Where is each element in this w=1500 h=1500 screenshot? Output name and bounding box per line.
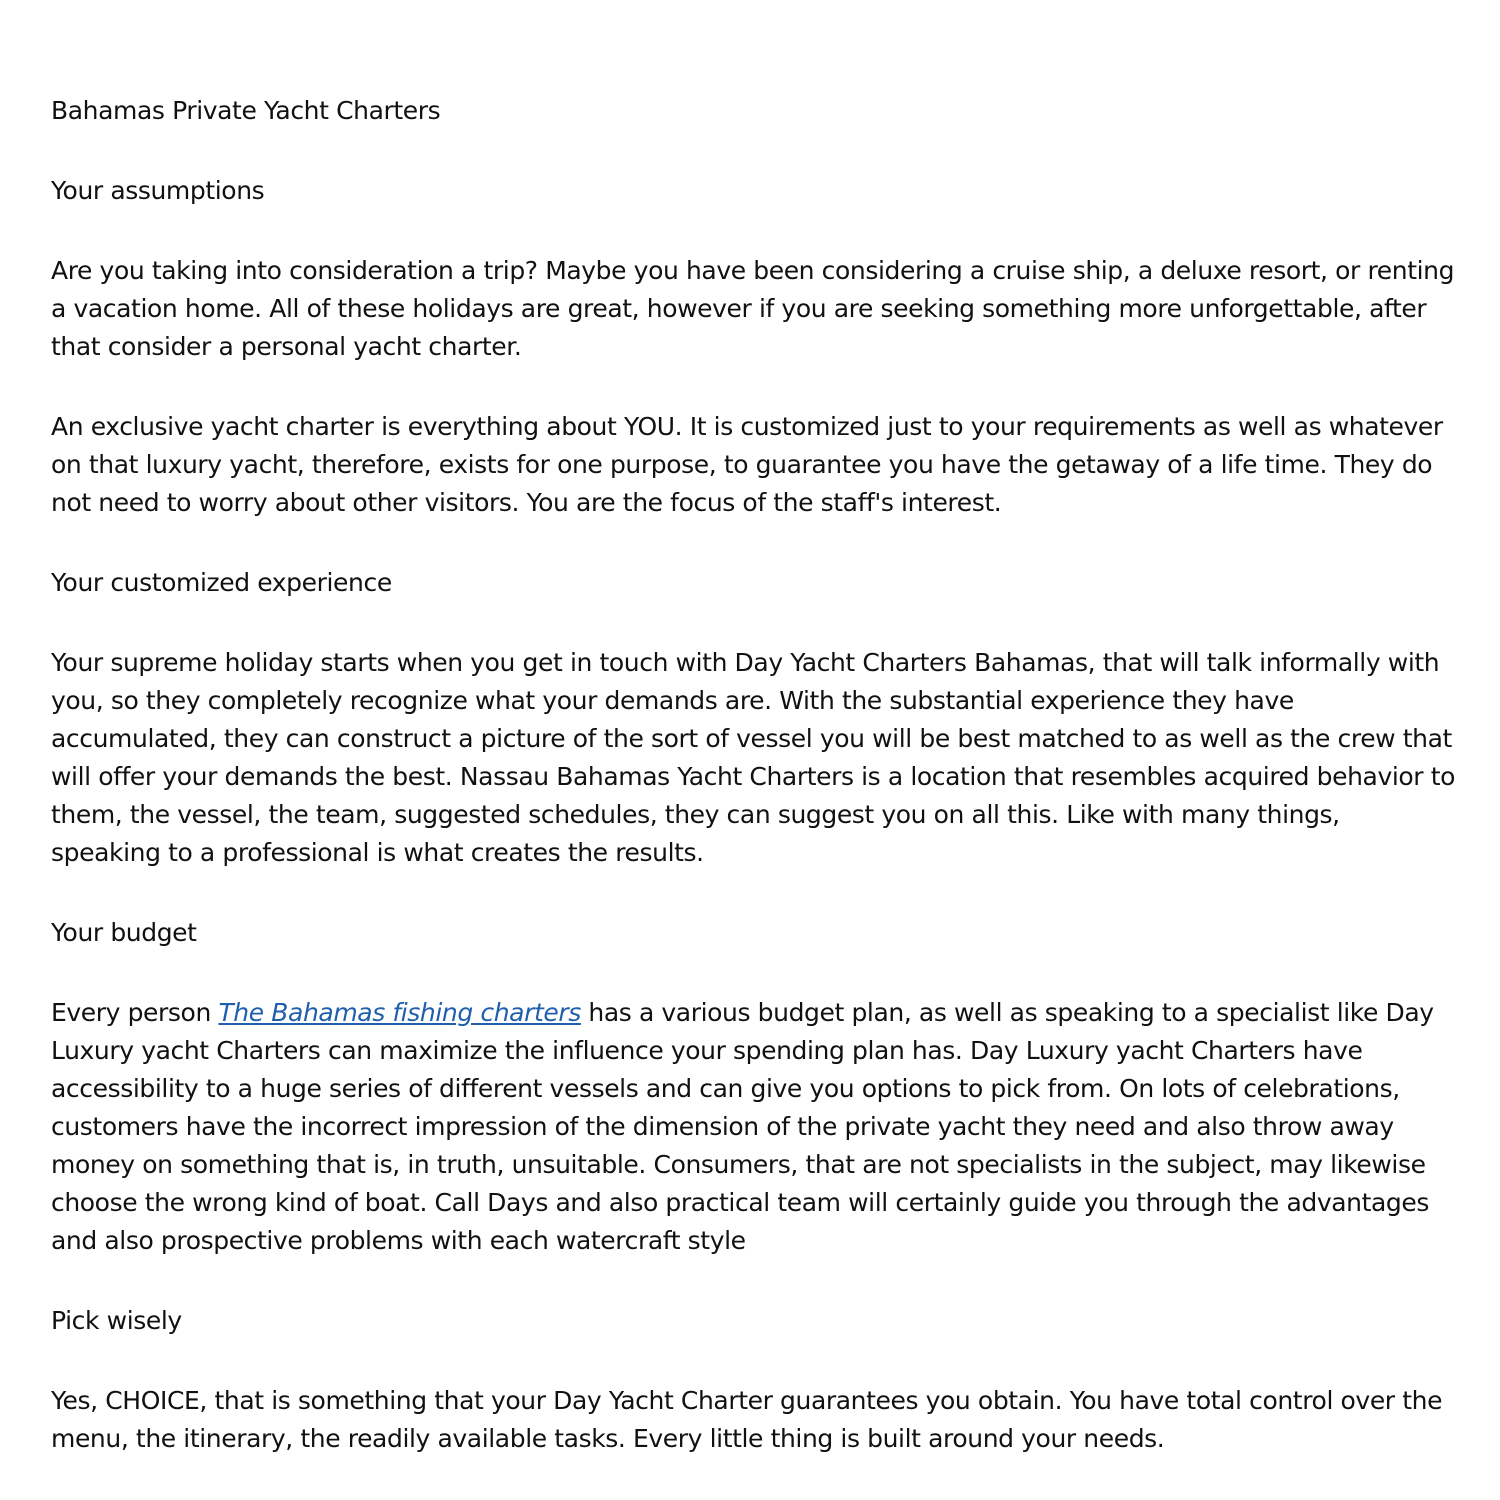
budget-text-after-link: has a various budget plan, as well as speaking to a specialist like Day Luxury yacht Charters can maximize the influence your spending plan has. Day Luxury yacht Charters have accessibility to a huge series of different vessels and can give you options to pick from. On lots of celebrations, customers have the incorrect impression of the dimension of the private yacht they need and also throw away money on something that is, in truth, unsuitable. Consumers, that are not specialists in the subject, may likewise choose the wrong kind of boat. Call Days and also practical team will certainly guide you through the advantages and also prospective problems with each watercraft style (51, 998, 1434, 1255)
paragraph-budget (51, 994, 1456, 1260)
paragraph-assumptions-1: Are you taking into consideration a trip? Maybe you have been considering a cruise ship, a deluxe resort, or renting a vacation home. All of these holidays are great, however if you are seeking something more unforgettable, after that consider a personal yacht charter. (51, 256, 1455, 361)
paragraph-assumptions-2: An exclusive yacht charter is everything about YOU. It is customized just to your requirements as well as whatever on that luxury yacht, therefore, exists for one purpose, to guarantee you have the getaway of a life time. They do not need to worry about other visitors. You are the focus of the staff's interest. (51, 412, 1443, 517)
bahamas-fishing-charters-link[interactable]: The Bahamas fishing charters (218, 998, 581, 1027)
paragraph-customized-experience: Your supreme holiday starts when you get in touch with Day Yacht Charters Bahamas, that will talk informally with you, so they completely recognize what your demands are. With the substantial experience they have accumulated, they can construct a picture of the sort of vessel you will be best matched to as well as the crew that will offer your demands the best. Nassau Bahamas Yacht Charters is a location that resembles acquired behavior to them, the vessel, the team, suggested schedules, they can suggest you on all this. Like with many things, speaking to a professional is what creates the results. (51, 648, 1456, 867)
paragraph-pick-wisely: Yes, CHOICE, that is something that your Day Yacht Charter guarantees you obtain. You have total control over the menu, the itinerary, the readily available tasks. Every little thing is built around your needs. (51, 1386, 1443, 1453)
section-heading-budget: Your budget (51, 918, 197, 947)
section-heading-customized-experience: Your customized experience (51, 568, 392, 597)
section-heading-assumptions: Your assumptions (51, 176, 265, 205)
budget-text-before-link: Every person (51, 998, 219, 1027)
section-heading-pick-wisely: Pick wisely (51, 1306, 182, 1335)
document-body (51, 92, 1456, 1500)
document-title: Bahamas Private Yacht Charters (51, 96, 441, 125)
